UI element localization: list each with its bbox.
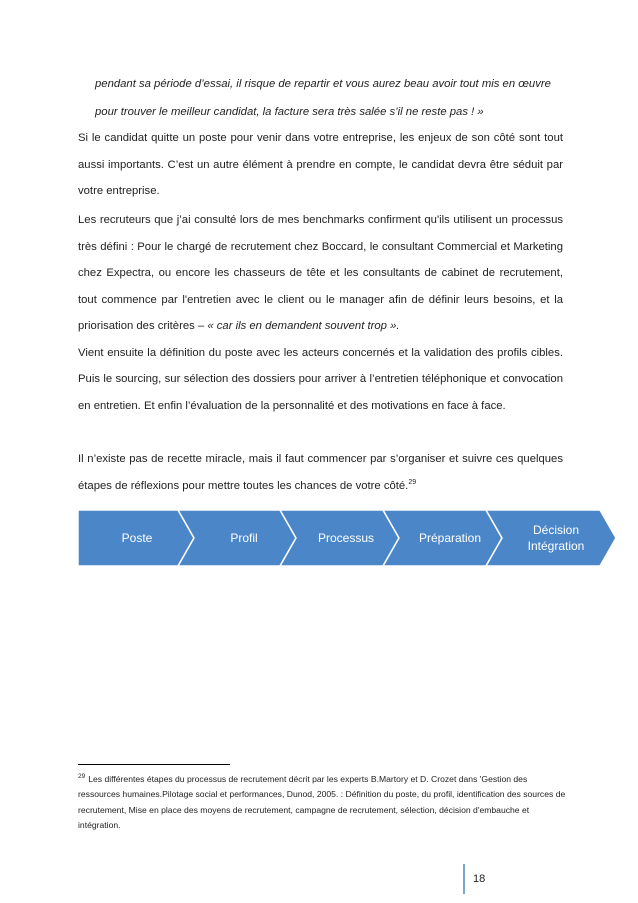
footnote-text: Les différentes étapes du processus de recrutement décrit par les experts B.Martory et D. Crozet dans 'Gestion des ressources humaines.Pilotage social et performances, Dunod, 2005. : Définition du poste, du profil, identification des sources de recrutement, Mise en place des moyens de recrutement, campagne de recrutement, sélection, décision d'embauche et intégration. [78, 774, 566, 830]
paragraph-recruiters-rest: Vient ensuite la définition du poste avec les acteurs concernés et la validation des profils cibles. Puis le sourcing, sur sélection des dossiers pour arriver à l’entretien téléphonique et convocation en entretien. Et enfin l’évaluation de la personnalité et des motivations en face à face. [78, 346, 563, 412]
page-number: 18 [463, 864, 513, 894]
paragraph-recruiters-main: Les recruteurs que j’ai consulté lors de mes benchmarks confirment qu'ils utilisent un processus très défini : Pour le chargé de recrutement chez Boccard, le consultant Commercial et Marketing chez Expectra, ou encore les chasseurs de tête et les consultants de cabinet de recrutement, tout commence par l'entretien avec le client ou le manager afin de définir leurs besoins, et la priorisation des critères – [78, 214, 563, 332]
footnote-number: 29 [78, 773, 86, 781]
paragraph-candidate: Si le candidat quitte un poste pour venir dans votre entreprise, les enjeux de son côté sont tout aussi importants. C’est un autre élément à prendre en compte, le candidat devra être séduit par votre entreprise. [78, 132, 563, 197]
step-label-preparation: Préparation [418, 531, 482, 545]
footnote [78, 772, 568, 833]
footnote-divider [78, 764, 230, 765]
process-diagram [78, 510, 618, 566]
footnote-reference: 29 [408, 478, 417, 486]
quote-line-2: pour trouver le meilleur candidat, la facture sera très salée s’il ne reste pas ! » [95, 106, 484, 118]
paragraph-no-miracle-text: Il n’existe pas de recette miracle, mais il faut commencer par s’organiser et suivre ces quelques étapes de réflexions pour mettre toutes les chances de votre côté. [78, 453, 563, 492]
step-label-poste: Poste [121, 531, 153, 545]
quote-block [95, 70, 567, 126]
step-label-decision-integration: Décision Intégration [527, 523, 585, 553]
paragraph-recruiters-quote: « car ils en demandent souvent trop ». [207, 320, 400, 332]
step-label-profil: Profil [230, 531, 258, 545]
paragraph-recruiters [78, 207, 563, 419]
step-label-processus: Processus [317, 531, 375, 545]
quote-line-1: pendant sa période d’essai, il risque de repartir et vous aurez beau avoir tout mis en œuvre [95, 78, 551, 90]
paragraph-no-miracle [78, 446, 563, 499]
